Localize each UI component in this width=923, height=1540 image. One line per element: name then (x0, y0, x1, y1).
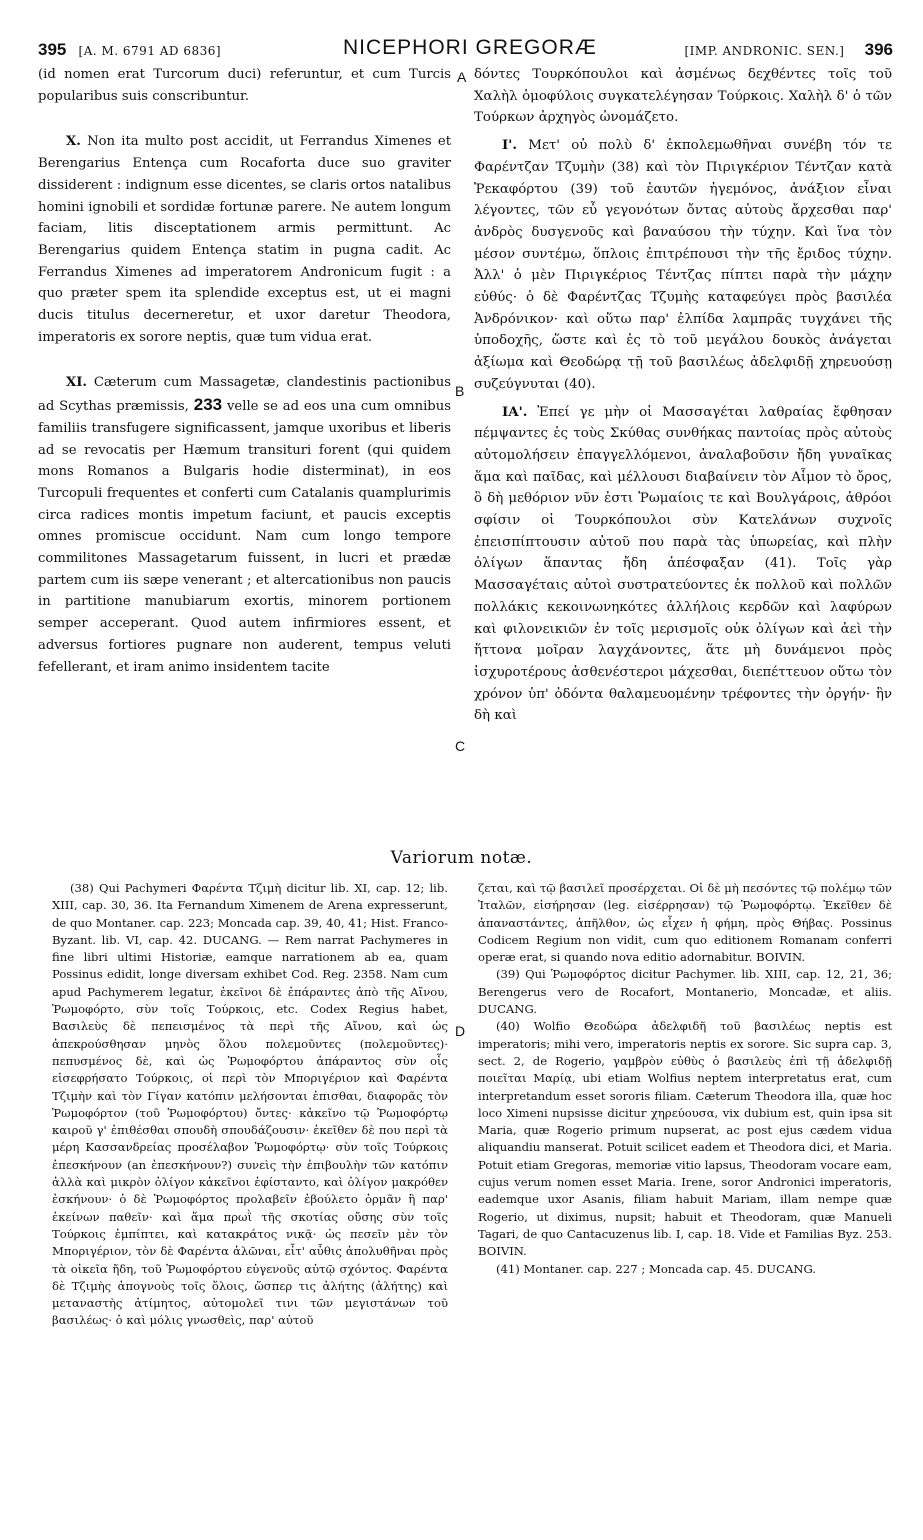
book-title: NICEPHORI GREGORÆ (343, 36, 597, 59)
section-number: ΙΑ'. (502, 403, 528, 420)
margin-marker-c: C (455, 738, 466, 754)
running-head-right (685, 40, 894, 60)
margin-marker-d: D (455, 1023, 466, 1039)
section-number: XI. (66, 375, 87, 391)
greek-section-11 (474, 402, 892, 728)
latin-section-10 (38, 131, 451, 348)
latin-paragraph: (id nomen erat Turcorum duci) referuntur, et cum Turcis popularibus suis conscribuntur. (38, 67, 451, 104)
right-page-number: 396 (864, 40, 893, 59)
footnote-38-continued: ζεται, καὶ τῷ βασιλεῖ προσέρχεται. Οἱ δὲ μὴ πεσόντες τῷ πολέμῳ τῶν Ἰταλῶν, εἰσήρησαν (leg. εἰσέρρησαν) τῷ Ῥωμοφόρτῳ. Ἐκεῖθεν δὲ ἀπαναστάντες, ἀπῆλθον, ὡς εἶχεν ἡ φήμη, πρὸς Θήβας. Possinus Codicem Regium non vidit, cum quo editionem Romanam conferri operæ erat, si quando nova editio adornabitur. BOIVIN. (478, 881, 892, 965)
emperor-heading: [IMP. ANDRONIC. SEN.] (684, 44, 845, 58)
notes-column-right (478, 880, 892, 1278)
margin-marker-a: A (457, 69, 467, 85)
greek-section-10 (474, 135, 892, 395)
footnote-38: (38) Qui Pachymeri Φαρέντα Τζιμὴ dicitur lib. XI, cap. 12; lib. XIII, cap. 30, 36. Ita Fernandum Ximenem de Arena expresserunt, de quo Montaner. cap. 223; Moncada cap. 39, 40, 41; Hist. Franco-Byzant. lib. VI, cap. 42. DUCANG. — Rem narrat Pachymeres in fine libri ultimi Historiæ, eamque narrationem ab ea, quam Possinus edidit, longe diversam exhibet Cod. Reg. 2358. Nam cum apud Pachymerem legatur, ἐκεῖνοι δὲ ἐπάραντες ἀπὸ τῆς Αἴνου, Ῥωμοφόρτο, σὺν τοῖς Τούρκοις, etc. Codex Regius habet, Βασιλεὺς δὲ πεπεισμένος τὰ περὶ τῆς Αἴνου, καὶ ὡς ἀπεκρούσθησαν μηνὸς ὅλου πολεμοῦντες (πολεμοῦντες)· πεπυσμένος δὲ, καὶ ὡς Ῥωμοφόρτου ἀπάραντος σὺν οἷς εἰσεφρήσατο Τούρκοις, οἱ περὶ τὸν Μποριγέριον καὶ Φαρέντα Τζιμὴν καὶ τὸν Γίγαν κατόπιν μελήσονται ἐπισθαι, διαφορᾶς τὸν Ῥωμοφόρτον (τοῦ Ῥωμοφόρτου) ὄντες· κἀκεῖνο τῷ Ῥωμοφόρτῳ καιροῦ γ' ἐπιθέσθαι σπουδὴ σπουδάζουσιν· ἐκεῖθεν δὲ που περὶ τὰ μέρη Κασσανδρείας προσέλαβον Ῥωμοφόρτῳ· σὺν τοῖς Τούρκοις ἐπεσκήνουν (an ἐπεσκήνουν?) συνεὶς τὴν ἐπιβουλὴν τῶν κατόπιν ἀλλὰ καὶ μικρὸν ὀλίγον κἀκεῖνοι ἐφίσταντο, καὶ ὀλίγον μακρόθεν ἐσκήνουν· ὁ δὲ Ῥωμοφόρτος προλαβεῖν ἐβούλετο ὁρμᾶν ἢ παρ' ἐκείνων παθεῖν· καὶ ἅμα πρωῒ τῆς σκοτίας οὔσης σὺν τοῖς Τούρκοις ἐμπίπτει, καὶ κατακράτος νικᾷ· ὡς πεσεῖν μὲν τὸν Μποριγέριον, τὸν δὲ Φαρέντα ἁλῶναι, εἶτ' αὖθις ἀπολυθῆναι πρὸς τὰ οἰκεῖα ἤδη, τοῦ Ῥωμοφόρτου εὐγενοῦς αὐτῷ σχόντος. Φαρέντα δὲ Τζιμὴς ἀπογνοὺς τοῖς ὅλοις, ὥσπερ τις ἀλήτης (ἀλήτης) καὶ μεταναστὴς ἀτίμητος, αὐτομολεῖ τινι τῶν μεγιστάνων τοῦ βασιλέως· ὁ καὶ μόλις γνωσθεὶς, παρ' αὐτοῦ (52, 881, 448, 1328)
latin-section-11 (38, 372, 451, 678)
section-number: X. (66, 134, 81, 150)
notes-heading: Variorum notæ. (390, 848, 533, 868)
edition-page-number: 233 (193, 395, 223, 415)
latin-section-text: velle se ad eos una cum omnibus familiis transfugere significassent, jamque uxoribus et liberis ad se revocatis per Hæmum transituri forent (qui quidem mons Romanos a Bulgaris hodie disterminat), in eos Turcopuli frequentes et conferti cum Catalanis quamplurimis circa radices montis impetum faciunt, et paucis exceptis omnes promiscue occidunt. Nam cum longo tempore commilitones Massagetarum fuissent, in lucri et prædæ partem cum iis sæpe venerant ; et altercationibus non paucis in partitione manubiarum exortis, minorem portionem semper acceperant. Quod autem infirmiores essent, et adversus fortiores pugnare non auderent, tempus veluti fefellerant, et iram animo insidentem tacite (38, 399, 452, 675)
footnote-40: (40) Wolfio Θεοδώρα ἀδελφιδῆ τοῦ βασιλέως neptis est imperatoris; mihi vero, imperatoris neptis ex sorore. Sic supra cap. 3, sect. 2, de Rogerio, γαμβρὸν εὐθὺς ὁ βασιλεὺς ἐπὶ τῇ ἀδελφιδῇ ποιεῖται Μαρίᾳ, ubi etiam Wolfius neptem interpretatus erat, cum interpretandum esset sororis filiam. Cæterum Theodora illa, quæ hoc loco Ximeni nupsisse dicitur χηρεύουσα, vix dubium est, quin ipsa sit Maria, quæ Rogerio primum nupserat, ac post ejus cædem vidua aliquandiu manserat. Potuit scilicet eadem et Theodora dici, et Maria. Potuit etiam Gregoras, memoriæ vitio lapsus, Theodoram vocare eam, cujus verum nomen esset Maria. Irene, soror Andronici imperatoris, eademque uxor Asanis, filiam habuit Mariam, illam nempe quæ Rogerio, ut diximus, nupsit; habuit et Theodoram, quæ Manueli Tagari, de quo Cantacuzenus lib. I, cap. 18. Vide et Familias Byz. 253. BOIVIN. (478, 1019, 892, 1259)
latin-section-text: Non ita multo post accidit, ut Ferrandus Ximenes et Berengarius Entença cum Rocaforta duce suo graviter dissiderent : indignum esse dicentes, se claris ortos natalibus homini ignobili et sordidæ fortunæ parere. Ne autem longum faciam, litis disceptationem armis permittunt. Ac Berengarius quidem Entença statim in pugna cadit. Ac Ferrandus Ximenes ad imperatorem Andronicum fugit : a quo præter spem ita splendide exceptus est, ut ei magni ducis titulus decerneretur, et uxor daretur Theodora, imperatoris ex sorore neptis, quæ tum vidua erat. (38, 134, 451, 345)
left-page-number: 395 (38, 40, 67, 59)
greek-section-text: Μετ' οὐ πολὺ δ' ἐκπολεμωθῆναι συνέβη τόν τε Φαρέντζαν Τζυμὴν (38) καὶ τὸν Πιριγκέριον Τέντζαν κατὰ Ῥεκαφόρτου (39) τοῦ ἑαυτῶν ἡγεμόνος, ἀνάξιον εἶναι λέγοντες, τῶν εὖ γεγονότων ὄντας αὐτοὺς ἄρχεσθαι παρ' ἀνδρὸς δυσγενοῦς καὶ βαναύσου τὴν τύχην. Καὶ ἵνα τὸν μέσον συντέμω, ὅπλοις ἐπιτρέπουσι τὴν τῆς ἔριδος τύχην. Ἀλλ' ὁ μὲν Πιριγκέριος Τέντζας πίπτει παρὰ τὴν μάχην εὐθύς· ὁ δὲ Φαρέντζας Τζυμὴς καταφεύγει πρὸς βασιλέα Ἀνδρόνικον· καὶ οὕτω παρ' ἐλπίδα λαμπρᾶς τυγχάνει τῆς ὑποδοχῆς, ὥστε καὶ ἐς τὸ τοῦ μεγάλου δουκὸς ἀνάγεται ἀξίωμα καὶ Θεοδώρᾳ τῇ τοῦ βασιλέως ἀδελφιδῇ χηρευούσῃ συζεύγνυται (40). (474, 138, 892, 392)
notes-column-left (52, 880, 448, 1330)
greek-paragraph: δόντες Τουρκόπουλοι καὶ ἀσμένως δεχθέντες τοῖς τοῦ Χαλὴλ ὁμοφύλοις συγκατελέγησαν Τούρκοις. Χαλὴλ δ' ὁ τῶν Τούρκων ἀρχηγὸς ὠνομάζετο. (474, 67, 892, 126)
year-range: [A. M. 6791 AD 6836] (78, 44, 222, 58)
latin-section-text: Cæterum cum Massagetæ, clandestinis pactionibus ad Scythas præmissis, (38, 375, 451, 415)
margin-marker-b: B (455, 383, 465, 399)
running-head-left (38, 40, 221, 60)
latin-column (38, 64, 451, 678)
greek-section-text: Ἐπεί γε μὴν οἱ Μασσαγέται λαθραίας ἔφθησαν πέμψαντες ἐς τοὺς Σκύθας συνθήκας παντοίας πρὸς αὐτοὺς αὐτομολήσειν ἐπαγγελλόμενοι, ἀναλαβοῦσιν ἤδη γυναῖκας ἅμα καὶ παῖδας, καὶ μέλλουσι διαβαίνειν τὸν Αἷμον τὸ ὄρος, ὃ δὴ μεθόριον νῦν ἐστι Ῥωμαίοις τε καὶ Βουλγάροις, ἀθρόοι σφίσιν οἱ Τουρκόπουλοι σὺν Κατελάνων συχνοῖς ἐπεισπίπτουσιν αὐτοῦ που παρὰ τὰς ὑπωρείας, καὶ πλὴν ὀλίγων ἅπαντας ἤδη ἀπέσφαξαν (41). Τοῖς γὰρ Μασσαγέταις αὐτοὶ συστρατεύοντες ἐκ πολλοῦ καὶ πολλῶν πολλάκις κεκοινωνηκότες ἀλλήλοις κερδῶν καὶ λαφύρων καὶ φιλονεικιῶν ἐν τοῖς μερισμοῖς οὐκ ὀλίγων καὶ ἀεὶ τὴν ἥττονα μοῖραν λαγχάνοντες, ἅτε μὴ δυνάμενοι πρὸς ἰσχυροτέρους ἀσθενέστεροι μάχεσθαι, διεπέττευον οὕτω τὸν χρόνον ὑπ' ὀδόντα θαλαμευομένην τρέφοντες τὴν ὀργήν· ἣν δὴ καὶ (474, 404, 892, 724)
section-number: Ι'. (502, 137, 518, 154)
footnote-41: (41) Montaner. cap. 227 ; Moncada cap. 45. DUCANG. (496, 1261, 816, 1276)
footnote-39: (39) Qui Ῥωμοφόρτος dicitur Pachymer. lib. XIII, cap. 12, 21, 36; Berengerus vero de Rocafort, Montanerio, Moncadæ, et aliis. DUCANG. (478, 967, 892, 1017)
greek-column (474, 64, 892, 727)
running-head (38, 36, 893, 62)
